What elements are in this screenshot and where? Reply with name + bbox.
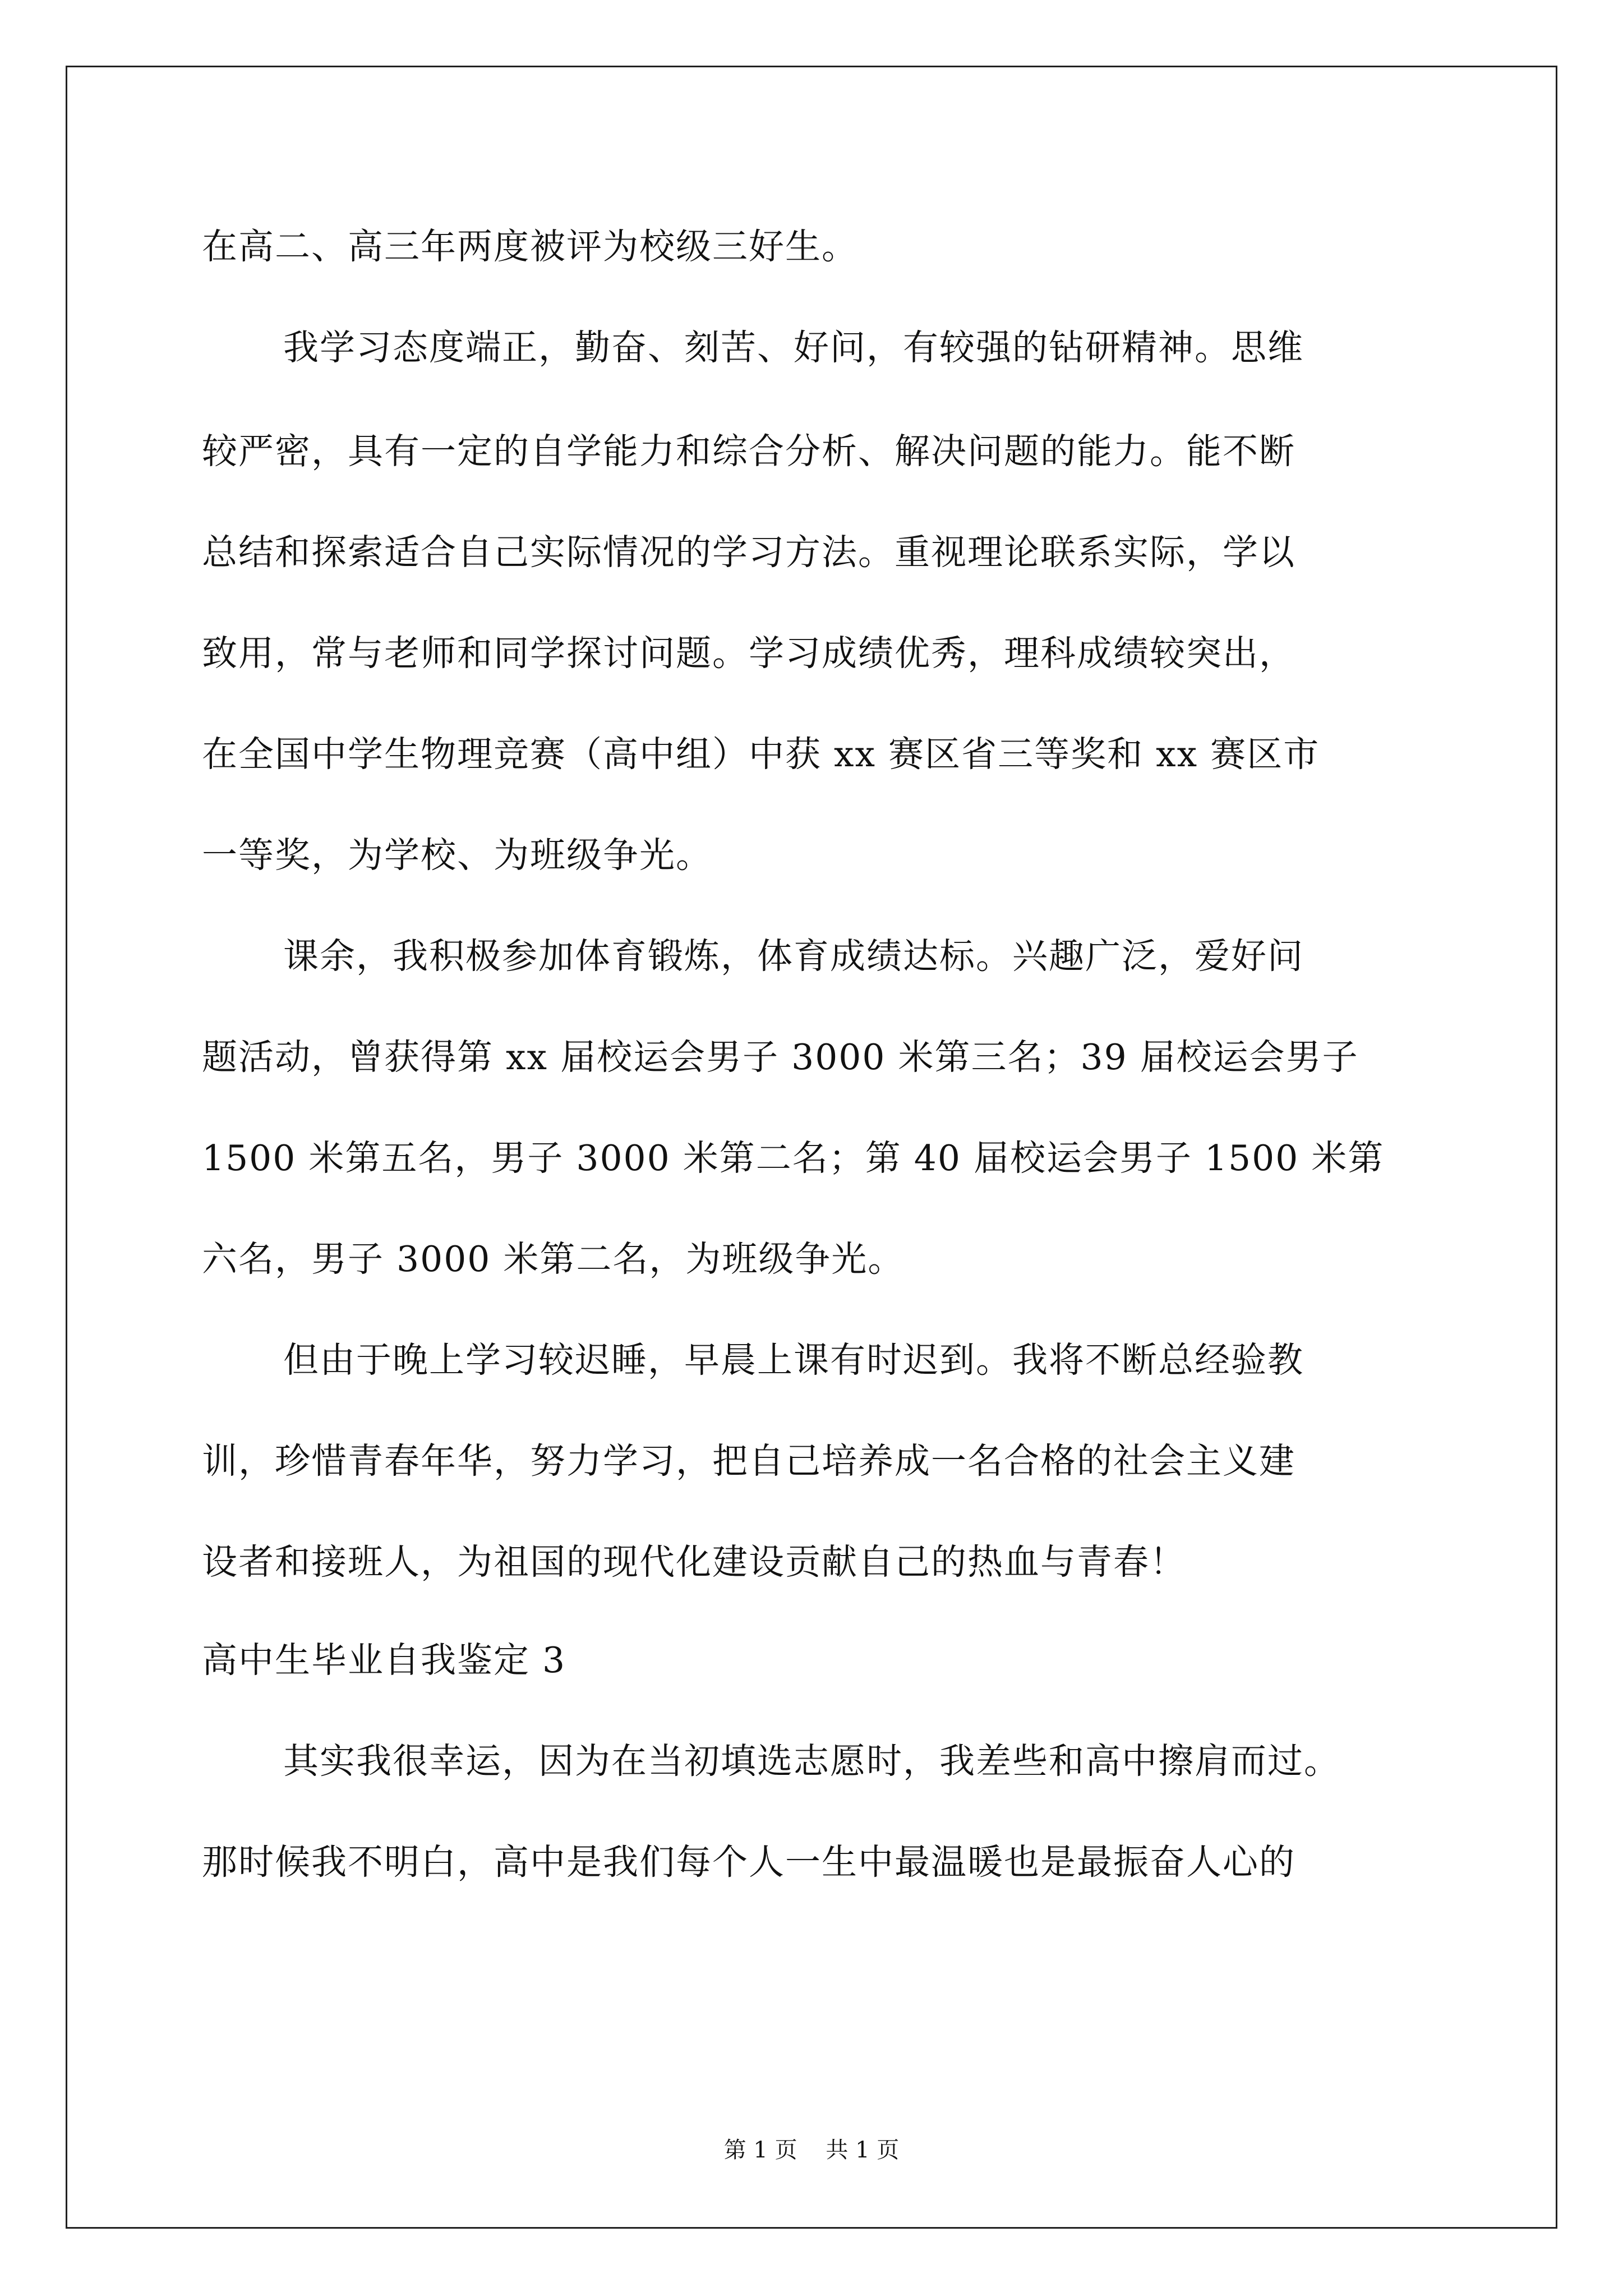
body-line-9: 题活动，曾获得第 xx 届校运会男子 3000 米第三名；39 届校运会男子 xyxy=(202,1037,1359,1078)
paragraph-shortcomings: 但由于晚上学习较迟睡，早晨上课有时迟到。我将不断总经验教 xyxy=(283,1340,1304,1381)
body-line-1: 在高二、高三年两度被评为校级三好生。 xyxy=(202,226,858,267)
body-line-10: 1500 米第五名，男子 3000 米第二名；第 40 届校运会男子 1500 米第 xyxy=(202,1138,1385,1179)
body-line-3: 较严密，具有一定的自学能力和综合分析、解决问题的能力。能不断 xyxy=(202,431,1295,472)
body-line-4: 总结和探索适合自己实际情况的学习方法。重视理论联系实际，学以 xyxy=(202,532,1295,573)
page-footer: 第 1 页 共 1 页 xyxy=(723,2137,900,2163)
paragraph-study-attitude: 我学习态度端正，勤奋、刻苦、好问，有较强的钻研精神。思维 xyxy=(283,327,1304,368)
body-line-11: 六名，男子 3000 米第二名，为班级争光。 xyxy=(202,1239,905,1280)
body-line-7: 一等奖，为学校、为班级争光。 xyxy=(202,835,712,876)
body-line-13: 训，珍惜青春年华，努力学习，把自己培养成一名合格的社会主义建 xyxy=(202,1441,1295,1481)
section-heading: 高中生毕业自我鉴定 3 xyxy=(202,1640,566,1681)
body-line-14: 设者和接班人，为祖国的现代化建设贡献自己的热血与青春！ xyxy=(202,1542,1186,1582)
paragraph-intro: 其实我很幸运，因为在当初填选志愿时，我差些和高中擦肩而过。 xyxy=(283,1741,1340,1782)
paragraph-sports: 课余，我积极参加体育锻炼，体育成绩达标。兴趣广泛，爱好问 xyxy=(283,936,1304,977)
body-line-5: 致用，常与老师和同学探讨问题。学习成绩优秀，理科成绩较突出， xyxy=(202,633,1295,674)
body-line-6: 在全国中学生物理竞赛（高中组）中获 xx 赛区省三等奖和 xx 赛区市 xyxy=(202,734,1320,775)
body-line-17: 那时候我不明白，高中是我们每个人一生中最温暖也是最振奋人心的 xyxy=(202,1842,1295,1883)
